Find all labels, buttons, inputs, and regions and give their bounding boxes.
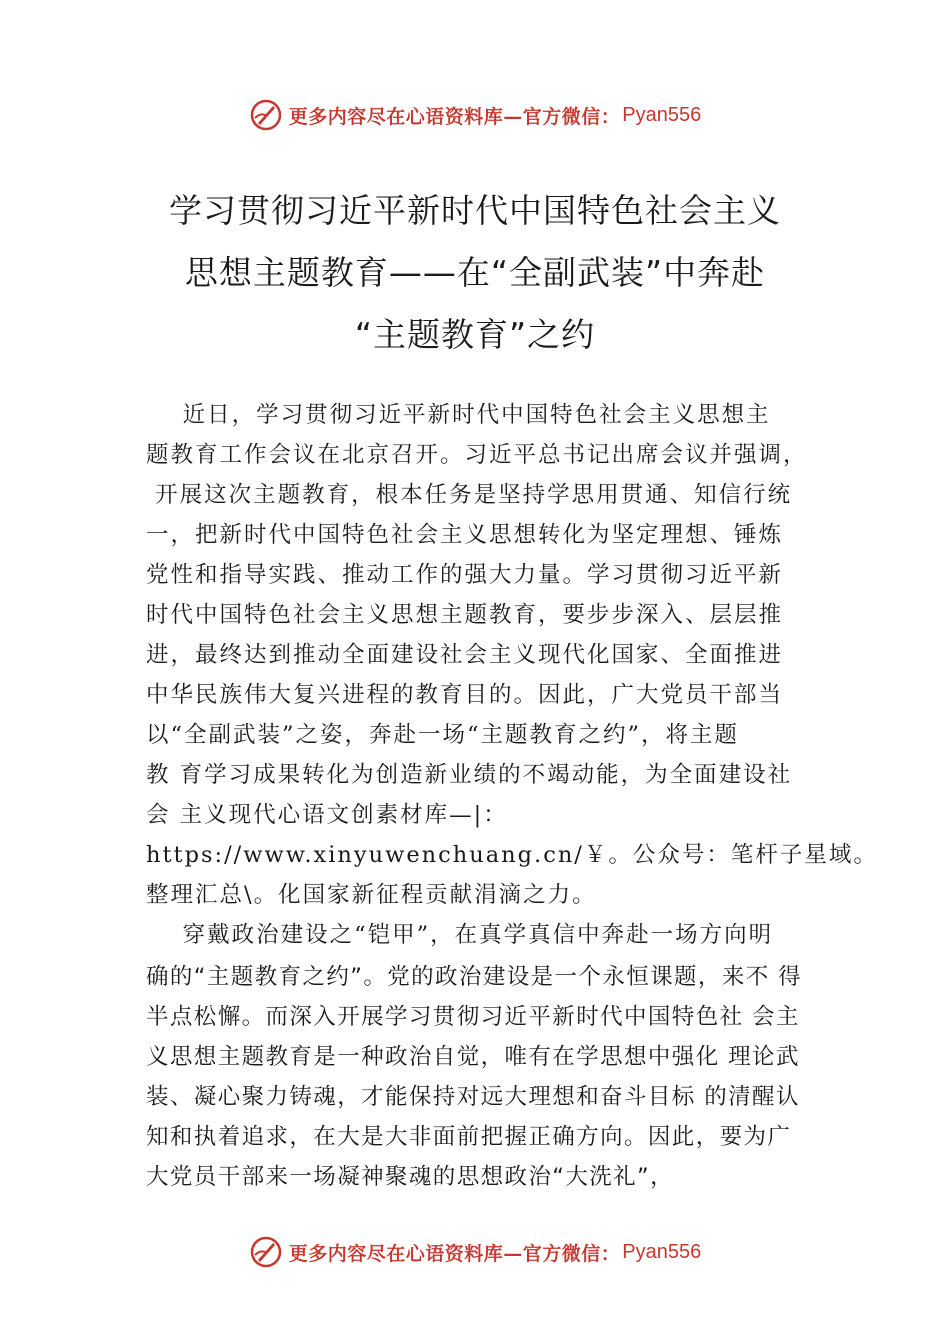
body-line: 知和执着追求，在大是大非面前把握正确方向。因此，要为广 [146, 1124, 792, 1150]
body-line: 装、凝心聚力铸魂，才能保持对远大理想和奋斗目标 的清醒认 [146, 1084, 800, 1110]
header-watermark [0, 95, 950, 135]
body-line: 穿戴政治建设之“铠甲”，在真学真信中奔赴一场方向明 [146, 922, 774, 948]
footer-watermark [0, 1232, 950, 1272]
body-line: 党性和指导实践、推动工作的强大力量。学习贯彻习近平新 [146, 562, 784, 588]
watermark-text: 更多内容尽在心语资料库—官方微信： [288, 105, 621, 128]
body-line: 题教育工作会议在北京召开。习近平总书记出席会议并强调， [146, 442, 808, 468]
body-line-url: https://www.xinyuwenchuang.cn/￥。公众号：笔杆子星域。 [146, 842, 878, 868]
red-quill-seal-icon [249, 98, 283, 132]
watermark-text: 更多内容尽在心语资料库—官方微信： [288, 1242, 621, 1265]
body-line: 确的“主题教育之约”。党的政治建设是一个永恒课题，来不 得 [146, 964, 803, 990]
body-line: 进，最终达到推动全面建设社会主义现代化国家、全面推进 [146, 642, 784, 668]
watermark-wechat-id: Pyan556 [622, 103, 702, 126]
body-line: 教 育学习成果转化为创造新业绩的不竭动能，为全面建设社 [146, 762, 793, 788]
body-line: 半点松懈。而深入开展学习贯彻习近平新时代中国特色社 会主 [146, 1004, 800, 1030]
body-line: 中华民族伟大复兴进程的教育目的。因此，广大党员干部当 [146, 682, 784, 708]
body-line: 整理汇总\。化国家新征程贡献涓滴之力。 [146, 882, 597, 908]
title-line: 思想主题教育——在“全副武装”中奔赴 [184, 253, 766, 292]
body-line: 一，把新时代中国特色社会主义思想转化为坚定理想、锤炼 [146, 522, 784, 548]
body-line: 以“全副武装”之姿，奔赴一场“主题教育之约”，将主题 [146, 722, 740, 748]
title-line: 学习贯彻习近平新时代中国特色社会主义 [169, 191, 781, 230]
watermark-wechat-id: Pyan556 [622, 1240, 702, 1263]
document-title [0, 180, 950, 366]
red-quill-seal-icon [249, 1235, 283, 1269]
title-line: “主题教育”之约 [354, 315, 596, 354]
body-line: 义思想主题教育是一种政治自觉，唯有在学思想中强化 理论武 [146, 1044, 800, 1070]
body-line: 大党员干部来一场凝神聚魂的思想政治“大洗礼”， [146, 1164, 675, 1190]
body-line: 时代中国特色社会主义思想主题教育，要步步深入、层层推 [146, 602, 784, 628]
body-line: 开展这次主题教育，根本任务是坚持学思用贯通、知信行统 [146, 482, 793, 508]
body-line: 近日，学习贯彻习近平新时代中国特色社会主义思想主 [146, 402, 771, 428]
body-line: 会 主义现代心语文创素材库—|： [146, 802, 508, 828]
